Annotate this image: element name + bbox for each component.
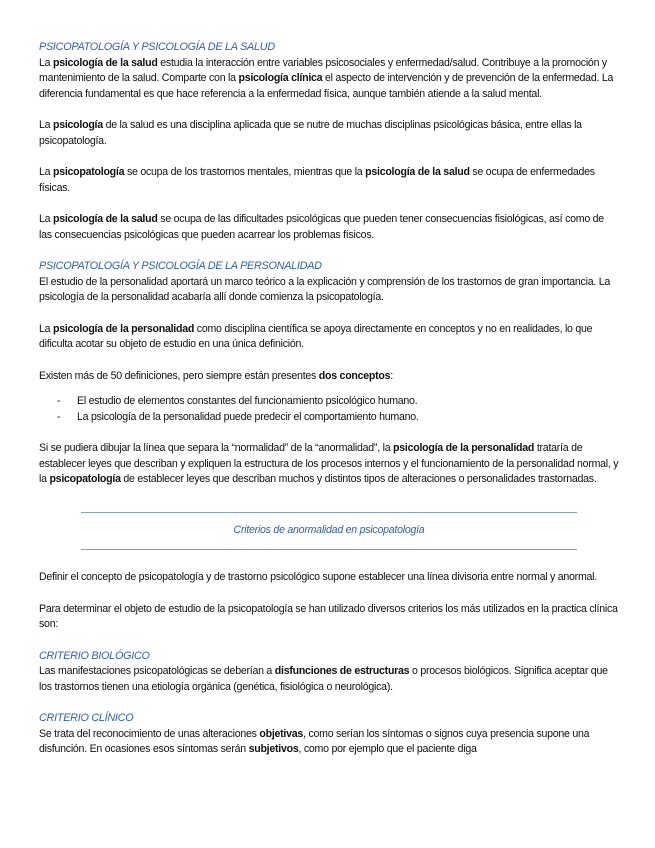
list-item: - El estudio de elementos constantes del funcionamiento psicológico humano. (57, 394, 619, 410)
paragraph-personalidad-intro: El estudio de la personalidad aportará un marco teórico a la explicación y comprensión de los trastornos de gran importancia. La psicología de la personalidad acabaría allí donde comienza la psicopatología. (39, 275, 611, 303)
paragraph-definir-concepto: Definir el concepto de psicopatología y de trastorno psicológico supone establecer una línea divisoria entre normal y anormal. (39, 571, 597, 583)
concepts-list (39, 394, 619, 425)
paragraph-normalidad: Si se pudiera dibujar la línea que separa la “normalidad” de la “anormalidad”, la psicología de la personalidad trataría de establecer leyes que describan y expliquen la estructura de los procesos internos y el funcionamiento de la personalidad normal, y la psicopatología de establecer leyes que describan muchos y distintos tipos de alteraciones o personalidades trastornadas. (39, 442, 619, 485)
heading-criterio-clinico: CRITERIO CLÍNICO (39, 712, 134, 724)
section-title-criterios: Criterios de anormalidad en psicopatología (233, 523, 425, 536)
paragraph-salud-intro: La psicología de la salud estudia la interacción entre variables psicosociales y enfermedad/salud. Contribuye a la promoción y mantenimiento de la salud. Comparte con la psicología clínica el aspecto de intervención y de prevención de la enfermedad. La diferencia fundamental es que hace referencia a la enfermedad física, aunque también atiende a la salud mental. (39, 56, 614, 100)
paragraph-criterio-clinico: Se trata del reconocimiento de unas alteraciones objetivas, como serían los síntomas o signos cuya presencia supone una disfunción. En ocasiones esos síntomas serán subjetivos, como por ejemplo que el paciente diga (39, 727, 590, 755)
paragraph-determinar-objeto: Para determinar el objeto de estudio de la psicopatología se han utilizado diversos criterios los más utilizados en la practica clínica son: (39, 602, 618, 630)
heading-psicopatologia-personalidad: PSICOPATOLOGÍA Y PSICOLOGÍA DE LA PERSONALIDAD (39, 260, 322, 272)
paragraph-salud-disciplina: La psicología de la salud es una disciplina aplicada que se nutre de muchas disciplinas psicológicas básica, entre ellas la psicopatología. (39, 119, 582, 147)
heading-psicopatologia-salud: PSICOPATOLOGÍA Y PSICOLOGÍA DE LA SALUD (39, 41, 275, 53)
section-divider (39, 512, 619, 551)
paragraph-definiciones: Existen más de 50 definiciones, pero siempre están presentes dos conceptos: (39, 369, 393, 382)
heading-criterio-biologico: CRITERIO BIOLÓGICO (39, 649, 150, 662)
divider-line-bottom (81, 549, 577, 550)
paragraph-salud-dificultades: La psicología de la salud se ocupa de las dificultades psicológicas que pueden tener consecuencias fisiológicas, así como de las consecuencias psicológicas que pueden acarrear los problemas físicos. (39, 213, 604, 241)
paragraph-psicopatologia-trastornos: La psicopatología se ocupa de los trastornos mentales, mientras que la psicología de la salud se ocupa de enfermedades físicas. (39, 166, 595, 194)
paragraph-personalidad-disciplina: La psicología de la personalidad como disciplina científica se apoya directamente en conceptos y no en realidades, lo que dificulta acotar su objeto de estudio en una única definición. (39, 322, 593, 350)
paragraph-criterio-biologico: Las manifestaciones psicopatológicas se deberían a disfunciones de estructuras o procesos biológicos. Significa aceptar que los trastornos tienen una etiología orgánica (genética, fisiológica o neurológica). (39, 665, 608, 693)
list-item: - La psicología de la personalidad puede predecir el comportamiento humano. (57, 410, 619, 426)
document-page (39, 40, 619, 774)
